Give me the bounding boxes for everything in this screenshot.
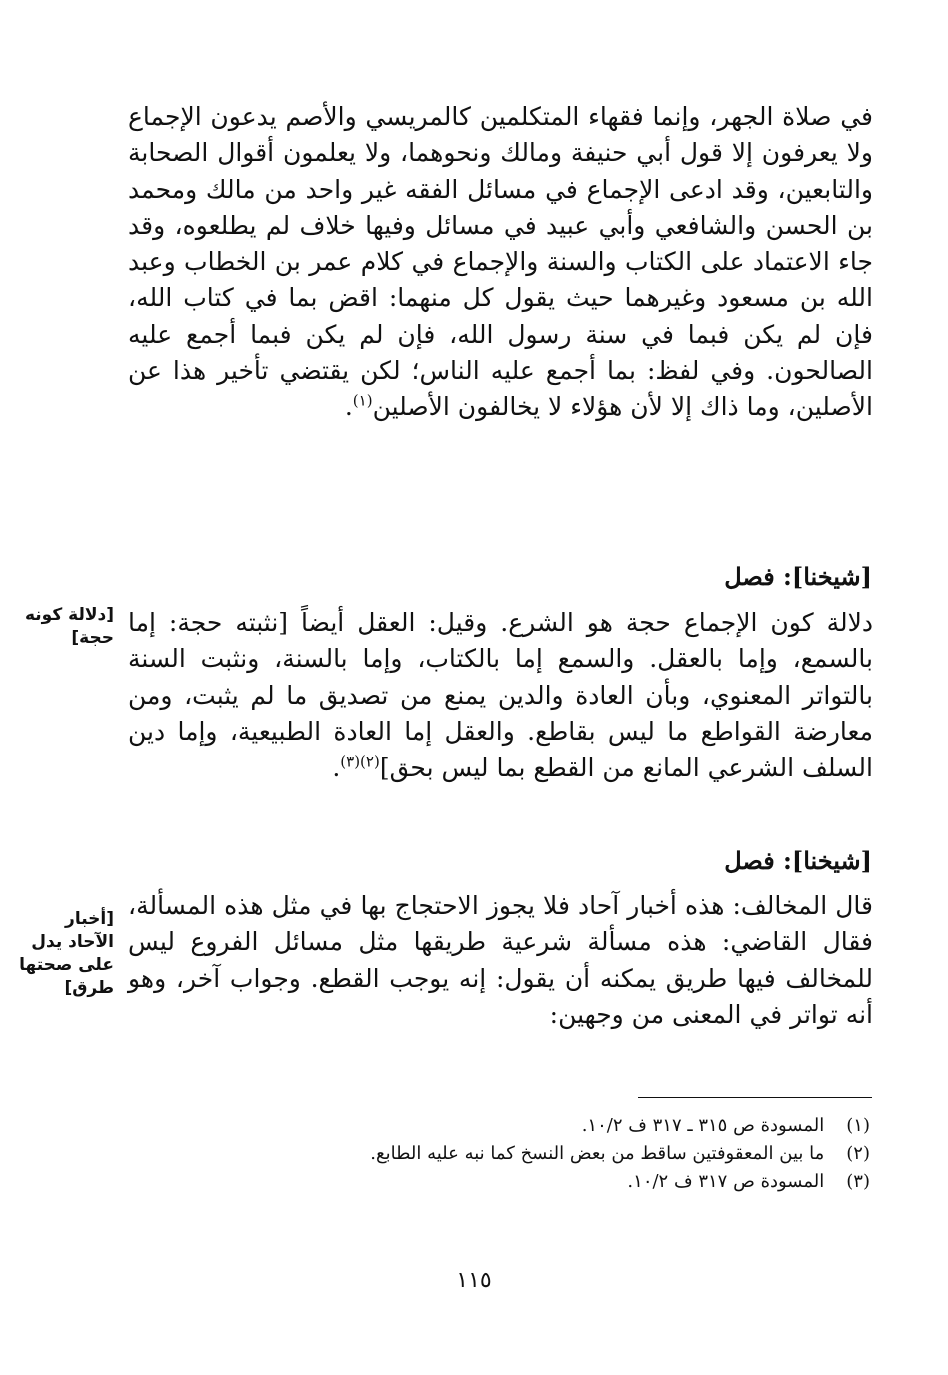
footnote-ref-2-3[interactable]: (٢)(٣): [340, 752, 380, 771]
paragraph-2: [128, 605, 873, 786]
paragraph-2-text: دلالة كون الإجماع حجة هو الشرع. وقيل: العقل أيضاً [نثبته حجة: إما بالسمع، وإما بالعقل. والسمع إما بالكتاب، وإما بالسنة، ونثبت السنة بالتواتر المعنوي، وبأن العادة والدين يمنع من تصديق ما لم يثبت، ومن معارضة القواطع ما ليس بقاطع. والعقل إما العادة الطبيعية، وإما دين السلف الشرعي المانع من القطع بما ليس بحق]: [128, 608, 873, 783]
footnote-1-text: المسودة ص ٣١٥ ـ ٣١٧ ف ١٠/٢.: [581, 1115, 825, 1136]
paragraph-1-text: في صلاة الجهر، وإنما فقهاء المتكلمين كالمريسي والأصم يدعون الإجماع ولا يعرفون إلا قول أبي حنيفة ومالك ونحوهما، ولا يعلمون أقوال الصحابة والتابعين، وقد ادعى الإجماع في مسائل الفقه غير واحد من مالك ومحمد بن الحسن والشافعي وأبي عبيد في مسائل وفيها خلاف لم يطلعوه، وقد جاء الاعتماد على الكتاب والسنة والإجماع في كلام عمر بن الخطاب وعبد الله بن مسعود وغيرهما حيث يقول كل منهما: اقض بما في كتاب الله، فإن لم يكن فبما في سنة رسول الله، فإن لم يكن فبما أجمع عليه الصالحون. وفي لفظ: بما أجمع عليه الناس؛ لكن يقتضي تأخير هذا عن الأصلين، وما ذاك إلا لأن هؤلاء لا يخالفون الأصلين: [128, 102, 874, 422]
footnote-2-text: ما بين المعقوفتين ساقط من بعض النسخ كما نبه عليه الطابع.: [370, 1143, 825, 1164]
page-number: ١١٥: [456, 1268, 492, 1293]
section-heading-1: [724, 562, 872, 591]
footnotes: [170, 1112, 870, 1196]
footnote-2: [170, 1140, 870, 1168]
section-heading-2: [724, 846, 872, 875]
margin-note-1: [دلالة كونه حجة]: [24, 605, 114, 648]
footnote-3: [170, 1168, 870, 1196]
heading-1-prefix: [شيخنا]:: [774, 562, 872, 591]
footnote-1-number: (١): [846, 1115, 870, 1136]
paragraph-1: [128, 99, 873, 426]
paragraph-1-end: .: [344, 392, 353, 422]
paragraph-3: قال المخالف: هذه أخبار آحاد فلا يجوز الاحتجاج بها في مثل هذه المسألة، فقال القاضي: هذه مسألة شرعية طريقها مثل مسائل الفروع ليس للمخالف فيها طريق يمكنه أن يقول: إنه يوجب القطع. وجواب آخر، وهو أنه تواتر في المعنى من وجهين:: [128, 891, 873, 1029]
heading-2-word: فصل: [724, 846, 775, 875]
heading-2-prefix: [شيخنا]:: [774, 846, 872, 875]
heading-1-word: فصل: [724, 562, 775, 591]
footnote-3-text: المسودة ص ٣١٧ ف ١٠/٢.: [627, 1171, 825, 1192]
footnote-separator: [638, 1097, 872, 1098]
paragraph-2-end: .: [332, 753, 341, 783]
footnote-3-number: (٣): [846, 1171, 870, 1192]
footnote-ref-1[interactable]: (١): [352, 392, 373, 411]
margin-note-2: [أخبار الآحاد يدل على صحتها طرق]: [19, 909, 114, 998]
footnote-1: [170, 1112, 870, 1140]
footnote-2-number: (٢): [846, 1143, 870, 1164]
